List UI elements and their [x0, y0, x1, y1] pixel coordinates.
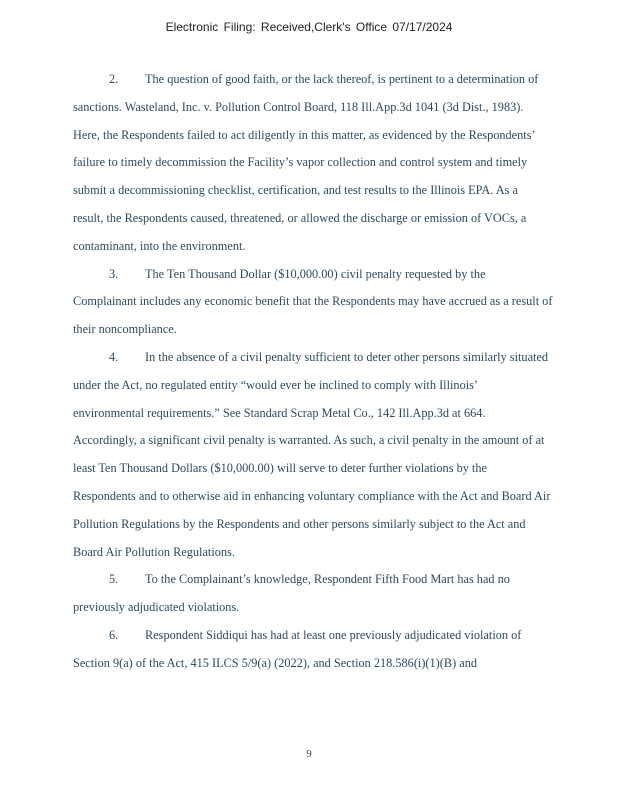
paragraph-line: sanctions. Wasteland, Inc. v. Pollution Control Board, 118 Ill.App.3d 1041 (3d Dist., 1983).: [73, 99, 524, 114]
paragraph-line: Here, the Respondents failed to act diligently in this matter, as evidenced by the Respondents’: [73, 127, 536, 142]
paragraph-line: 2. The question of good faith, or the lack thereof, is pertinent to a determination of: [73, 66, 598, 94]
paragraph-6: [73, 622, 598, 678]
paragraph-3: [73, 261, 598, 344]
paragraph-line: 4. In the absence of a civil penalty sufficient to deter other persons similarly situated: [73, 344, 598, 372]
paragraph-2: [73, 66, 598, 261]
paragraph-number: 3.: [109, 266, 119, 281]
paragraph-number: 6.: [109, 627, 119, 642]
paragraph-line: Board Air Pollution Regulations.: [73, 544, 235, 559]
paragraph-line: result, the Respondents caused, threatened, or allowed the discharge or emission of VOCs, a: [73, 210, 527, 225]
paragraph-line: failure to timely decommission the Facility’s vapor collection and control system and timely: [73, 155, 528, 170]
page-number: 9: [306, 748, 312, 760]
paragraph-line: 5. To the Complainant’s knowledge, Respondent Fifth Food Mart has had no: [73, 566, 598, 594]
paragraph-line: Respondents and to otherwise aid in enhancing voluntary compliance with the Act and Board Air: [73, 488, 551, 503]
paragraph-line: Section 9(a) of the Act, 415 ILCS 5/9(a) (2022), and Section 218.586(i)(1)(B) and: [73, 655, 477, 670]
paragraph-line: Complainant includes any economic benefit that the Respondents may have accrued as a result of: [73, 294, 553, 309]
paragraph-number: 5.: [109, 572, 119, 587]
paragraph-number: 2.: [109, 72, 119, 86]
paragraph-line: least Ten Thousand Dollars ($10,000.00) will serve to deter further violations by the: [73, 461, 487, 476]
paragraph-line: environmental requirements.” See Standard Scrap Metal Co., 142 Ill.App.3d at 664.: [73, 405, 486, 420]
paragraph-line: submit a decommissioning checklist, certification, and test results to the Illinois EPA. As a: [73, 183, 518, 198]
paragraph-line: Accordingly, a significant civil penalty is warranted. As such, a civil penalty in the amount of at: [73, 433, 545, 448]
electronic-filing-header: Electronic Filing: Received,Clerk's Office 07/17/2024: [165, 20, 453, 34]
paragraph-line: 6. Respondent Siddiqui has had at least one previously adjudicated violation of: [73, 622, 598, 650]
paragraph-line: Pollution Regulations by the Respondents and other persons similarly subject to the Act and: [73, 516, 526, 531]
paragraph-number: 4.: [109, 349, 119, 364]
paragraph-line: their noncompliance.: [73, 322, 177, 337]
paragraph-4: [73, 344, 598, 566]
paragraph-5: [73, 566, 598, 622]
paragraph-line: 3. The Ten Thousand Dollar ($10,000.00) civil penalty requested by the: [73, 261, 598, 289]
paragraph-line: contaminant, into the environment.: [73, 238, 246, 253]
paragraph-line: under the Act, no regulated entity “would ever be inclined to comply with Illinois’: [73, 377, 479, 392]
paragraph-line: previously adjudicated violations.: [73, 600, 240, 615]
document-body: [73, 66, 598, 678]
